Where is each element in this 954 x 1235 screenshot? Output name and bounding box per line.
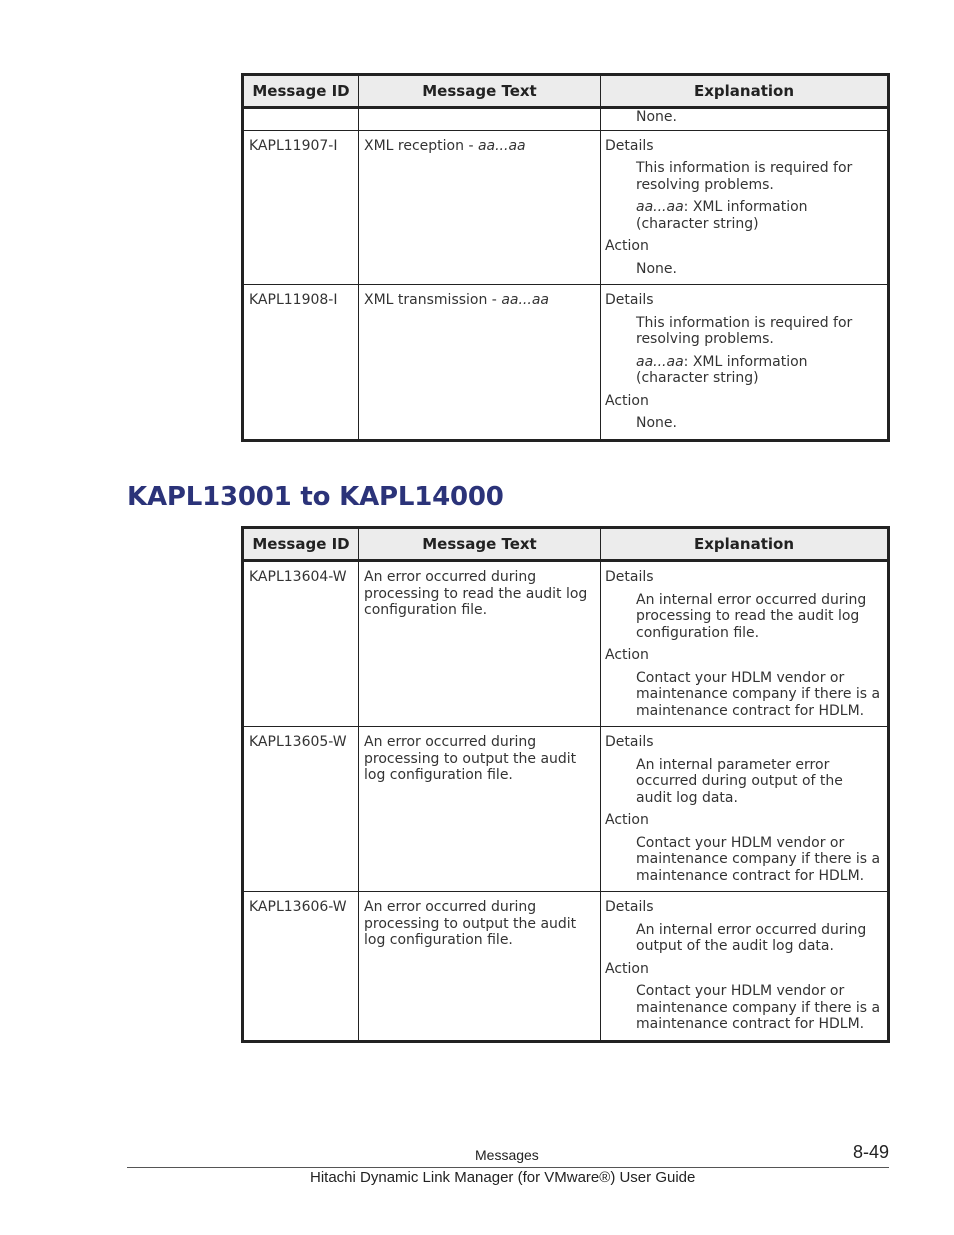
action-text: Contact your HDLM vendor or maintenance company if there is a maintenance contract for HDLM. <box>636 834 881 884</box>
details-text: This information is required for resolving problems. <box>636 160 853 193</box>
details-label: Details <box>605 292 654 308</box>
table-row-continuation <box>243 108 889 131</box>
cell-message-id: KAPL11908-I <box>243 285 359 441</box>
action-label: Action <box>605 960 649 977</box>
header-message-text: Message Text <box>359 528 601 561</box>
footer-divider <box>127 1167 889 1168</box>
details-label: Details <box>605 734 654 750</box>
action-text: None. <box>636 260 677 277</box>
details-text: An internal error occurred during processing to read the audit log configuration file. <box>636 591 867 641</box>
header-message-id: Message ID <box>243 75 359 108</box>
cell-message-id: KAPL11907-I <box>243 130 359 285</box>
header-explanation: Explanation <box>601 75 889 108</box>
cell-message-text <box>359 130 601 285</box>
details-text: An internal error occurred during output of the audit log data. <box>636 921 867 954</box>
header-message-text: Message Text <box>359 75 601 108</box>
action-label: Action <box>605 647 649 663</box>
param-variable: aa...aa <box>636 353 684 370</box>
details-param <box>636 199 881 232</box>
action-text: Contact your HDLM vendor or maintenance company if there is a maintenance contract for HDLM. <box>636 983 881 1032</box>
message-table-kapl13 <box>241 526 890 1043</box>
cell-message-id <box>243 108 359 131</box>
param-variable: aa...aa <box>636 199 684 215</box>
footer-book-title: Hitachi Dynamic Link Manager (for VMware®) User Guide <box>310 1169 696 1186</box>
table-header-row <box>243 75 889 108</box>
footer-page-number: 8-49 <box>852 1142 889 1162</box>
cell-message-text <box>359 108 601 131</box>
cell-message-text: An error occurred during processing to output the audit log configuration file. <box>359 727 601 892</box>
message-text: XML transmission - <box>364 292 502 308</box>
table-row <box>243 285 889 441</box>
footer-chapter: Messages <box>475 1147 539 1163</box>
cell-message-id: KAPL13606-W <box>243 892 359 1042</box>
details-param <box>636 354 881 387</box>
details-label: Details <box>605 137 654 154</box>
cell-message-text <box>359 285 601 441</box>
action-text: Contact your HDLM vendor or maintenance company if there is a maintenance contract for HDLM. <box>636 669 881 719</box>
table-row <box>243 892 889 1042</box>
details-text: An internal parameter error occurred during output of the audit log data. <box>636 756 843 806</box>
message-text: XML reception - <box>364 137 478 154</box>
cell-explanation <box>601 561 889 727</box>
cell-message-id: KAPL13605-W <box>243 727 359 892</box>
table-row <box>243 727 889 892</box>
param-description: : XML information (character string) <box>636 353 808 386</box>
message-text-variable: aa...aa <box>477 137 526 154</box>
cell-explanation <box>601 285 889 441</box>
table-header-row <box>243 528 889 561</box>
param-description: : XML information (character string) <box>636 199 808 232</box>
details-label: Details <box>605 899 654 915</box>
action-text: None. <box>636 415 677 431</box>
header-message-id: Message ID <box>243 528 359 561</box>
message-text-variable: aa...aa <box>501 292 549 308</box>
details-label: Details <box>605 569 654 585</box>
header-explanation: Explanation <box>601 528 889 561</box>
section-heading: KAPL13001 to KAPL14000 <box>127 482 504 512</box>
cell-explanation <box>601 727 889 892</box>
message-table-kapl11 <box>241 73 890 442</box>
table-row <box>243 130 889 285</box>
action-label: Action <box>605 238 649 254</box>
action-label: Action <box>605 392 649 409</box>
table-row <box>243 561 889 727</box>
cell-explanation <box>601 108 889 131</box>
cell-message-text: An error occurred during processing to output the audit log configuration file. <box>359 892 601 1042</box>
cell-explanation <box>601 130 889 285</box>
cell-message-text: An error occurred during processing to read the audit log configuration file. <box>359 561 601 727</box>
action-label: Action <box>605 812 649 828</box>
continuation-action-text: None. <box>636 109 677 125</box>
details-text: This information is required for resolving problems. <box>636 314 853 347</box>
cell-explanation <box>601 892 889 1042</box>
cell-message-id: KAPL13604-W <box>243 561 359 727</box>
